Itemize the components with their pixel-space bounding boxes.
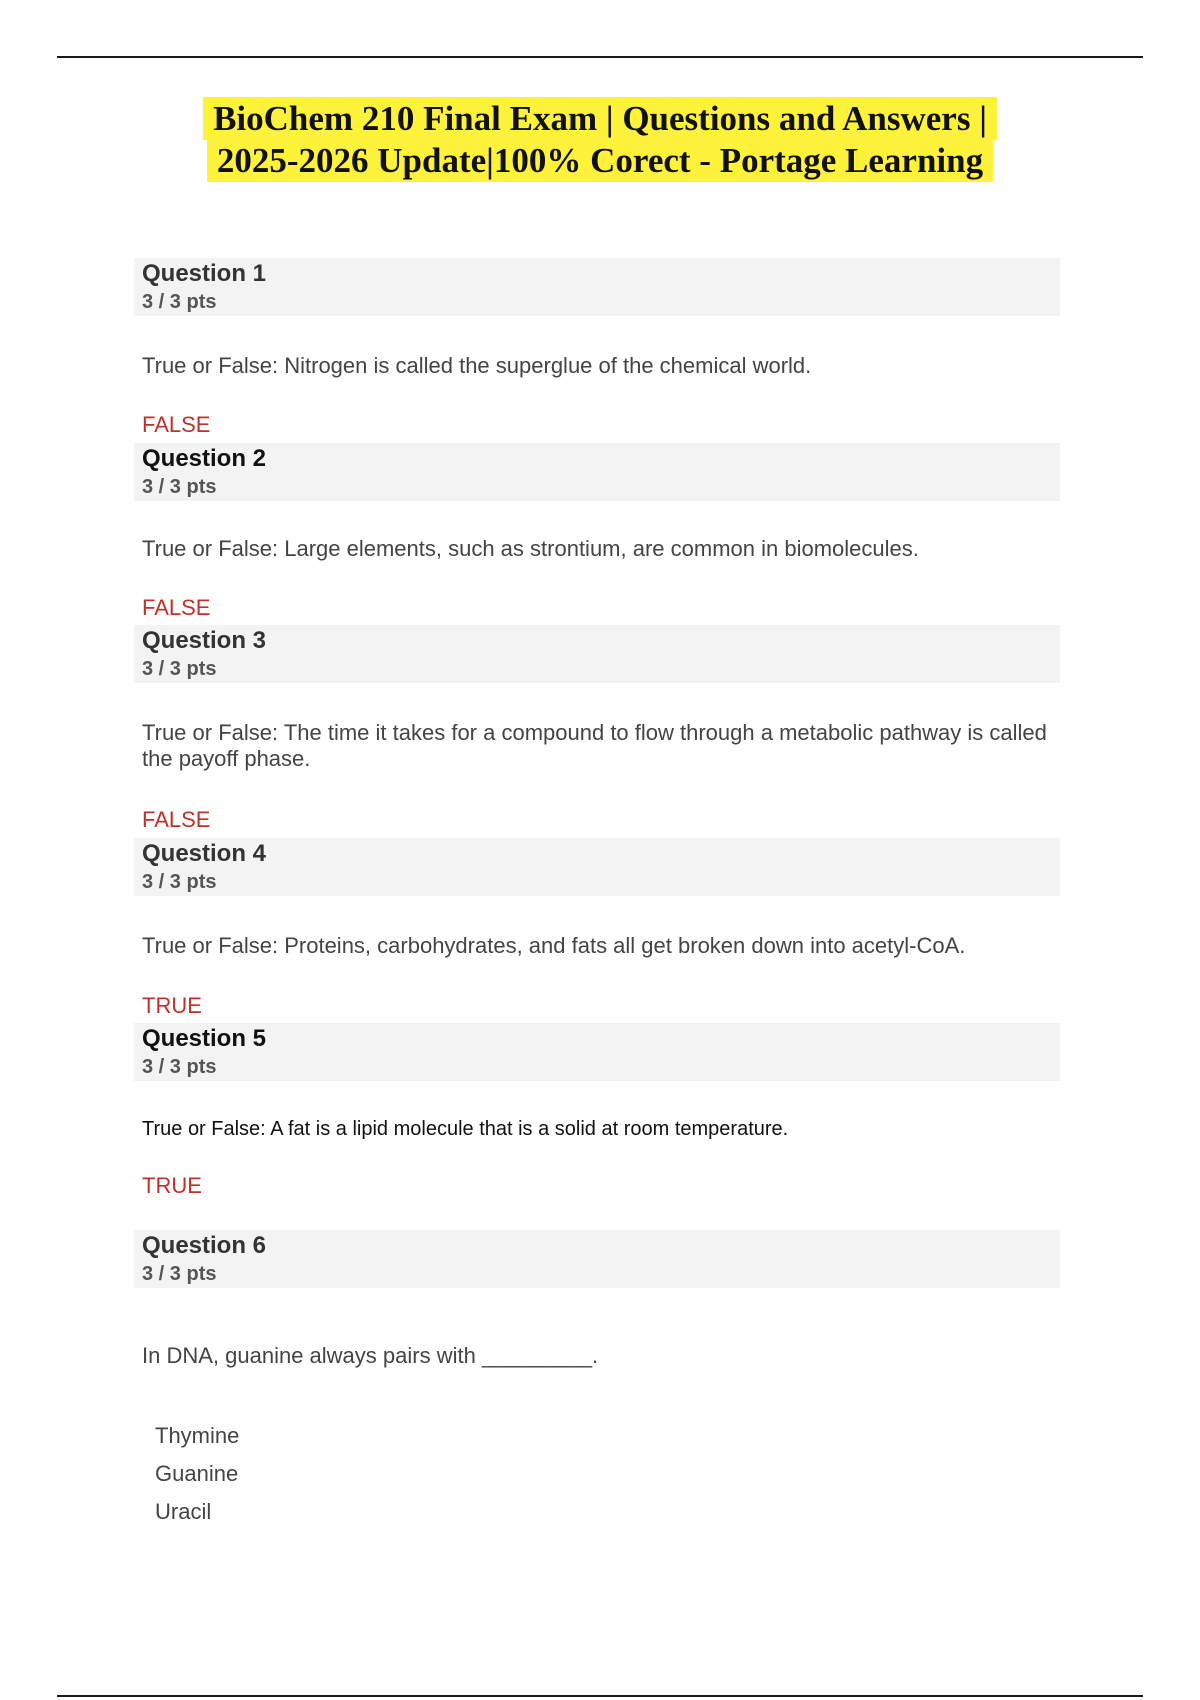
question-5-text: True or False: A fat is a lipid molecule that is a solid at room temperature. xyxy=(142,1118,789,1140)
question-2-text: True or False: Large elements, such as strontium, are common in biomolecules. xyxy=(142,536,919,561)
question-4-header xyxy=(134,838,1060,896)
question-1-text: True or False: Nitrogen is called the superglue of the chemical world. xyxy=(142,353,812,378)
question-3-text: True or False: The time it takes for a compound to flow through a metabolic pathway is called the payoff phase. xyxy=(142,720,1047,771)
question-6-points: 3 / 3 pts xyxy=(142,1263,217,1285)
question-6-title: Question 6 xyxy=(142,1232,267,1259)
question-1-answer: FALSE xyxy=(142,412,211,437)
question-6-text: In DNA, guanine always pairs with _________. xyxy=(142,1343,599,1368)
question-3-header xyxy=(134,625,1060,683)
question-1-title: Question 1 xyxy=(142,260,267,287)
question-6-option: Uracil xyxy=(155,1499,212,1524)
question-6-option: Guanine xyxy=(155,1461,239,1486)
question-3-points: 3 / 3 pts xyxy=(142,658,217,680)
question-2-answer: FALSE xyxy=(142,595,211,620)
document-title-line-2: 2025-2026 Update|100% Corect - Portage Learning xyxy=(207,139,993,182)
question-2-title: Question 2 xyxy=(142,445,267,472)
top-rule xyxy=(57,56,1143,58)
question-3-answer: FALSE xyxy=(142,807,211,832)
question-4-title: Question 4 xyxy=(142,840,267,867)
document-title xyxy=(0,98,1200,182)
question-6-header xyxy=(134,1230,1060,1288)
question-6-option: Thymine xyxy=(155,1423,240,1448)
question-1-header xyxy=(134,258,1060,316)
question-4-text: True or False: Proteins, carbohydrates, and fats all get broken down into acetyl-CoA. xyxy=(142,933,966,958)
question-5-points: 3 / 3 pts xyxy=(142,1056,217,1078)
document-title-line-1: BioChem 210 Final Exam | Questions and Answers | xyxy=(203,97,997,140)
question-3-title: Question 3 xyxy=(142,627,267,654)
question-1-points: 3 / 3 pts xyxy=(142,291,217,313)
question-5-answer: TRUE xyxy=(142,1173,202,1198)
question-4-points: 3 / 3 pts xyxy=(142,871,217,893)
bottom-rule xyxy=(57,1695,1143,1697)
question-2-header xyxy=(134,443,1060,501)
question-2-points: 3 / 3 pts xyxy=(142,476,217,498)
question-4-answer: TRUE xyxy=(142,993,202,1018)
question-5-title: Question 5 xyxy=(142,1025,267,1052)
question-5-header xyxy=(134,1023,1060,1081)
